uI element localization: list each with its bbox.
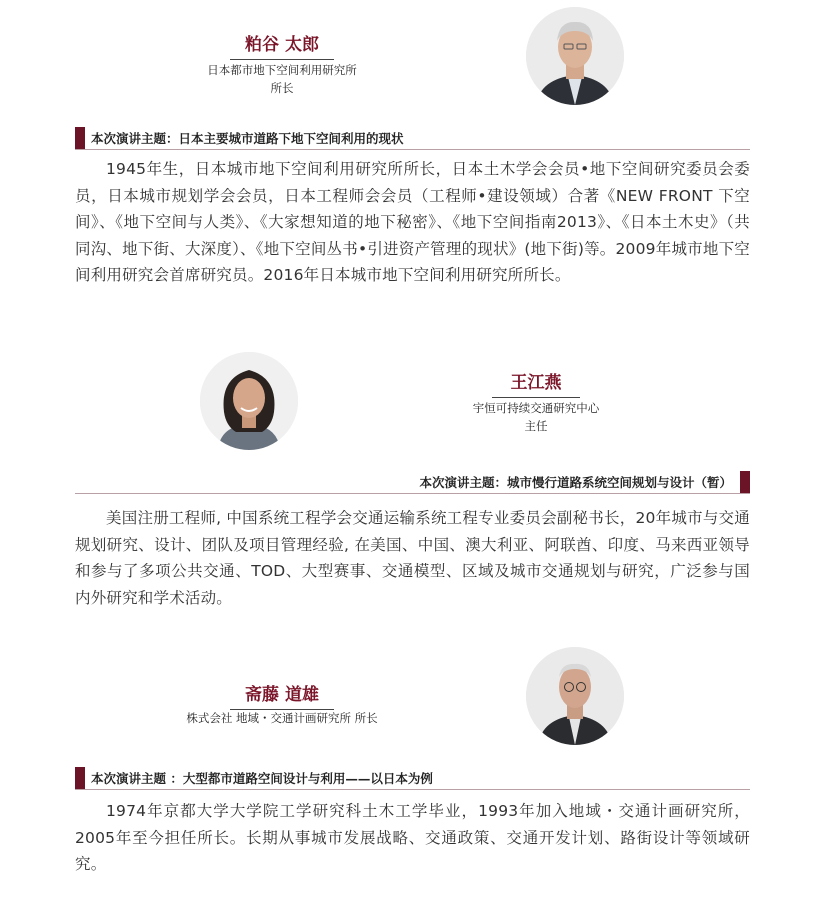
speaker-name: 王江燕 bbox=[492, 368, 580, 398]
speaker-name: 斋藤 道雄 bbox=[230, 680, 334, 710]
speaker-org: 宇恒可持续交通研究中心 bbox=[472, 401, 600, 415]
speaker-photo bbox=[526, 7, 624, 105]
topic-heading bbox=[75, 471, 750, 493]
topic-bar bbox=[75, 767, 85, 789]
divider bbox=[75, 789, 750, 790]
topic-bar bbox=[75, 127, 85, 149]
topic-text: 本次演讲主题：城市慢行道路系统空间规划与设计（暂） bbox=[419, 475, 732, 490]
portrait-elderly-man-icon bbox=[526, 647, 624, 745]
speaker-title: 所长 bbox=[270, 81, 294, 95]
speaker-title: 主任 bbox=[524, 419, 548, 433]
speaker-photo bbox=[200, 352, 298, 450]
speaker-org: 日本都市地下空间利用研究所 bbox=[207, 63, 357, 77]
portrait-man-icon bbox=[526, 7, 624, 105]
divider bbox=[75, 493, 750, 494]
speaker-bio: 美国注册工程师, 中国系统工程学会交通运输系统工程专业委员会副秘书长，20年城市与交通规划研究、设计、团队及项目管理经验, 在美国、中国、澳大利亚、阿联酋、印度、马来西亚领导和参与了多项公共交通、TOD、大型赛事、交通模型、区域及城市交通规划与研究，广泛参与国内外研究和学术活动。 bbox=[75, 509, 750, 607]
topic-text: 本次演讲主题：日本主要城市道路下地下空间利用的现状 bbox=[91, 131, 404, 146]
speaker-org-title: 株式会社 地域・交通计画研究所 所长 bbox=[186, 711, 378, 725]
portrait-woman-icon bbox=[200, 352, 298, 450]
topic-text: 本次演讲主题 ：大型都市道路空间设计与利用——以日本为例 bbox=[91, 771, 433, 786]
speaker-name: 粕谷 太郎 bbox=[230, 30, 334, 60]
topic-bar bbox=[740, 471, 750, 493]
topic-heading bbox=[75, 127, 750, 149]
speaker-bio: 1945年生，日本城市地下空间利用研究所所长，日本土木学会会员•地下空间研究委员会委员，日本城市规划学会会员，日本工程师会会员（工程师•建设领域）合著《NEW FRONT 下空间》、《地下空间与人类》、《大家想知道的地下秘密》、《地下空间指南2013》、《日本土木史》（共同沟、地下街、大深度）、《地下空间丛书•引进资产管理的现状》(地下街)等。2009年城市地下空间利用研究会首席研究员。2016年日本城市地下空间利用研究所所长。 bbox=[75, 160, 750, 284]
speaker-photo bbox=[526, 647, 624, 745]
topic-heading bbox=[75, 767, 750, 789]
divider bbox=[75, 149, 750, 150]
speaker-bio: 1974年京都大学大学院工学研究科土木工学毕业，1993年加入地域・交通计画研究所，2005年至今担任所长。长期从事城市发展战略、交通政策、交通开发计划、路街设计等领域研究。 bbox=[75, 802, 750, 873]
